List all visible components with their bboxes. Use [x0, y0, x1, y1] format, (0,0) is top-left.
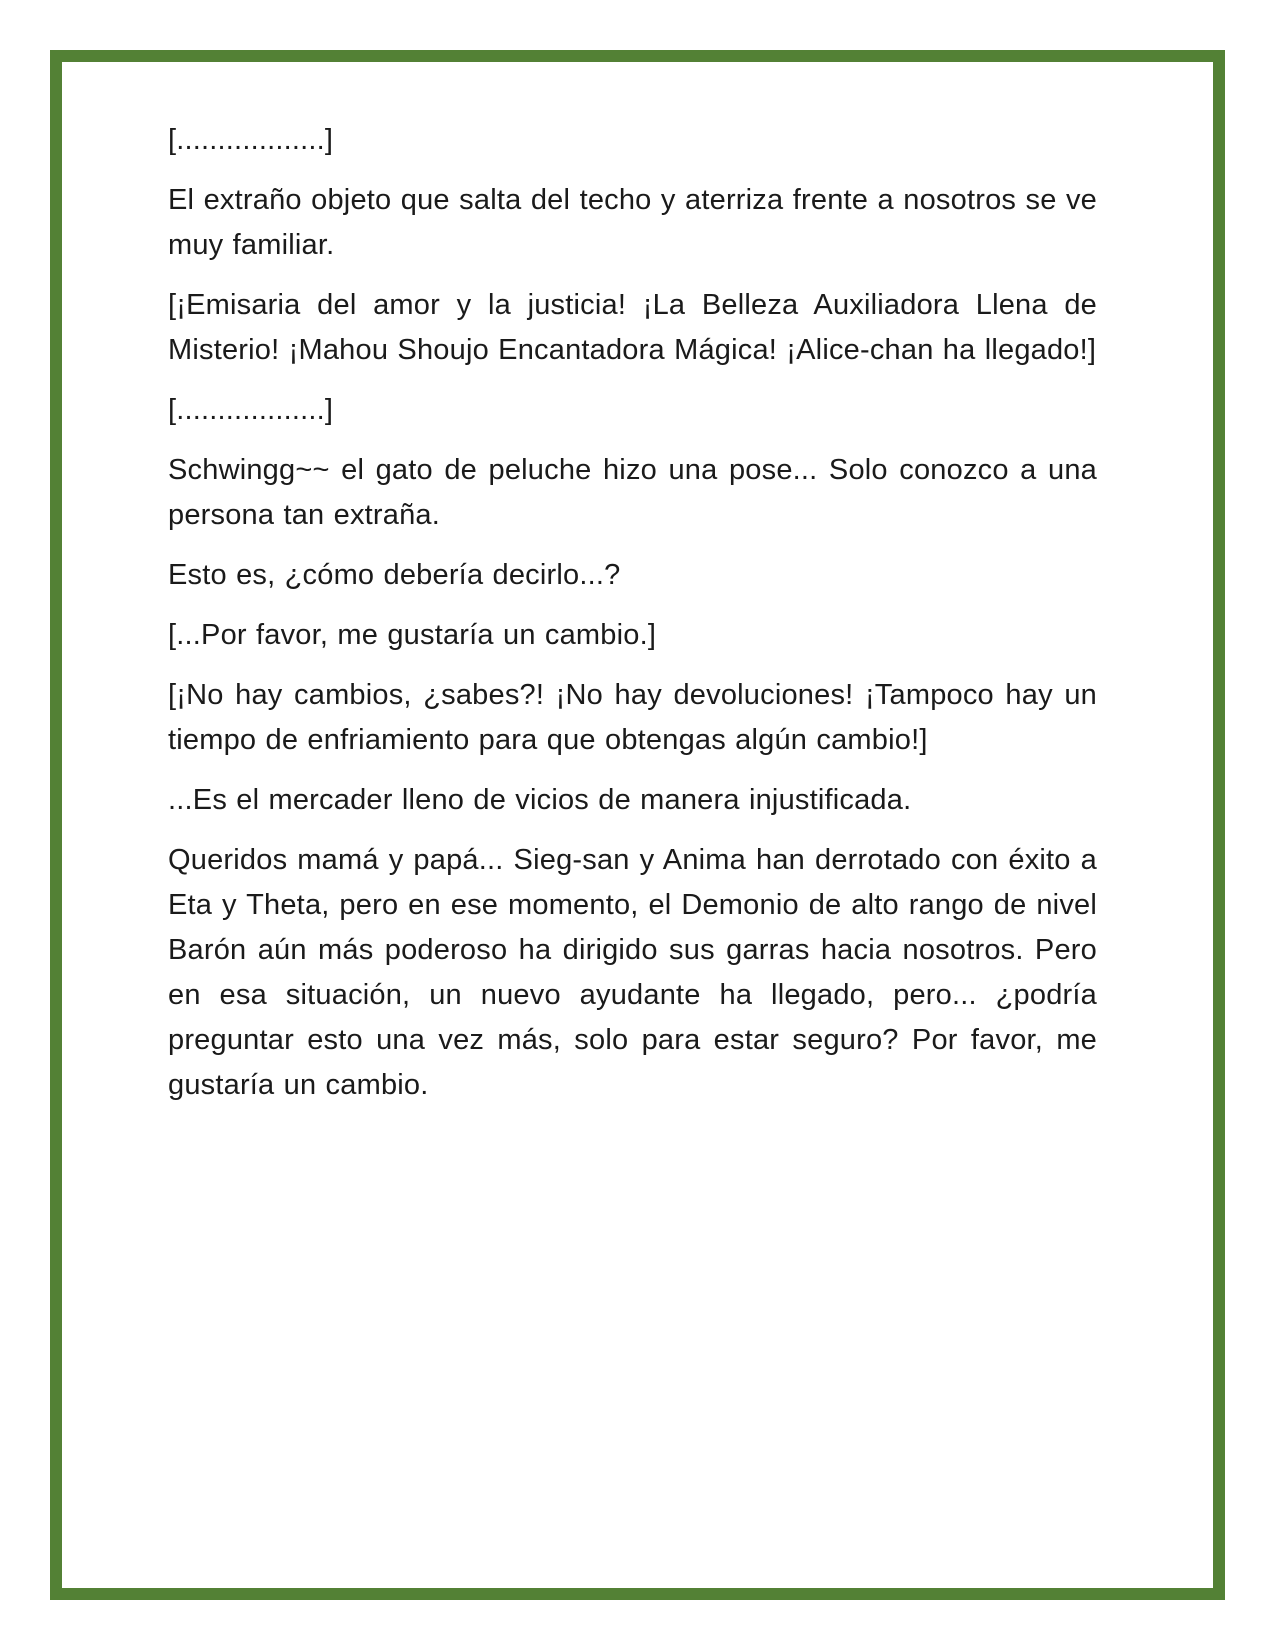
paragraph-ellipsis-2: [..................] [168, 394, 334, 426]
document-text-content [62, 62, 1213, 1588]
paragraph-no-hay-cambios: [¡No hay cambios, ¿sabes?! ¡No hay devoluciones! ¡Tampoco hay un tiempo de enfriamiento para que obtengas algún cambio!] [168, 679, 1097, 756]
paragraph-emisaria: [¡Emisaria del amor y la justicia! ¡La Belleza Auxiliadora Llena de Misterio! ¡Mahou Shoujo Encantadora Mágica! ¡Alice-chan ha llegado!] [168, 289, 1097, 366]
paragraph-por-favor: [...Por favor, me gustaría un cambio.] [168, 619, 657, 651]
paragraph-schwingg: Schwingg~~ el gato de peluche hizo una pose... Solo conozco a una persona tan extraña. [168, 454, 1097, 531]
paragraph-mercader: ...Es el mercader lleno de vicios de manera injustificada. [168, 784, 912, 816]
page-border-frame [50, 50, 1225, 1600]
paragraph-ellipsis-1: [..................] [168, 124, 334, 156]
paragraph-esto-es: Esto es, ¿cómo debería decirlo...? [168, 559, 621, 591]
paragraph-queridos: Queridos mamá y papá... Sieg-san y Anima han derrotado con éxito a Eta y Theta, pero en ese momento, el Demonio de alto rango de nivel Barón aún más poderoso ha dirigido sus garras hacia nosotros. Pero en esa situación, un nuevo ayudante ha llegado, pero... ¿podría preguntar esto una vez más, solo para estar seguro? Por favor, me gustaría un cambio. [168, 844, 1097, 1101]
paragraph-strange-object: El extraño objeto que salta del techo y aterriza frente a nosotros se ve muy familiar. [168, 184, 1097, 261]
